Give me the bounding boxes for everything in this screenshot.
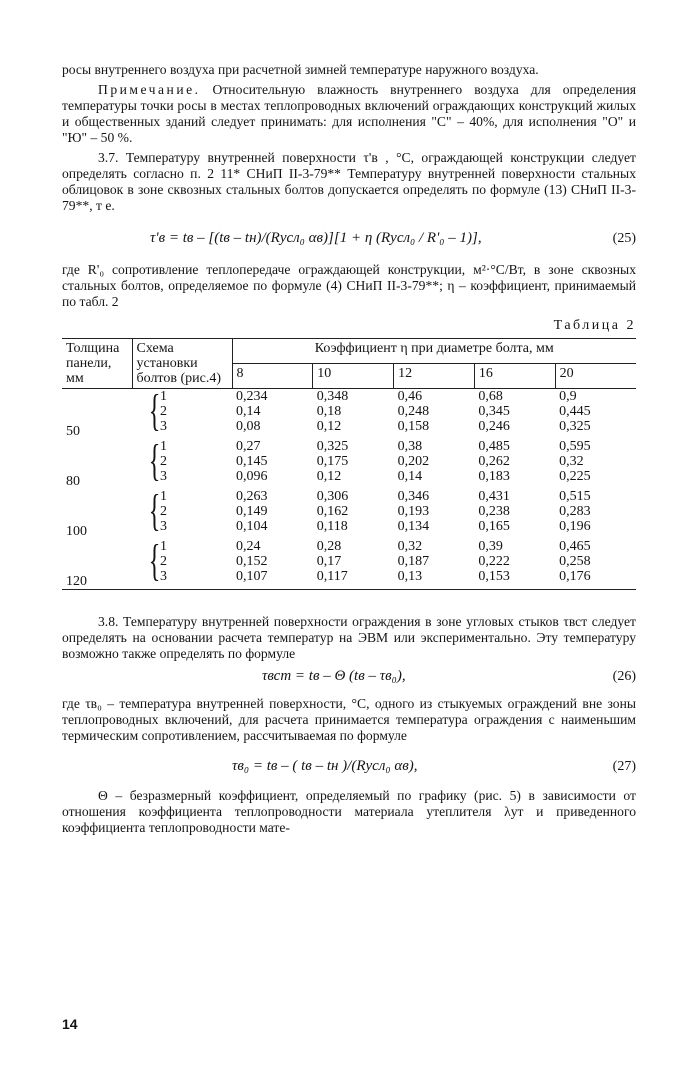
coefficient-value: 0,196 <box>559 519 591 534</box>
coefficient-value: 0,152 <box>236 554 268 569</box>
coefficient-value: 0,325 <box>316 439 349 454</box>
coefficient-table <box>62 338 636 590</box>
coefficient-value: 0,162 <box>316 504 349 519</box>
coefficient-cell <box>232 439 313 489</box>
scheme-number: 2 <box>160 504 167 519</box>
coefficient-cell <box>313 389 394 440</box>
coefficient-cell <box>394 539 475 590</box>
coefficient-value: 0,348 <box>316 389 349 404</box>
panel-thickness: 80 <box>66 474 80 489</box>
scheme-number: 2 <box>160 454 167 469</box>
coefficient-cell <box>555 389 636 440</box>
coefficient-value: 0,595 <box>559 439 591 454</box>
coefficient-value: 0,145 <box>236 454 268 469</box>
coefficient-value: 0,24 <box>236 539 261 554</box>
table-caption: Таблица 2 <box>553 318 636 333</box>
coefficient-value: 0,202 <box>397 454 430 469</box>
coefficient-value: 0,465 <box>559 539 591 554</box>
coefficient-value: 0,445 <box>559 404 591 419</box>
coefficient-value: 0,222 <box>478 554 510 569</box>
coefficient-value: 0,225 <box>559 469 591 484</box>
coefficient-value: 0,258 <box>559 554 591 569</box>
coefficient-cell <box>232 389 313 440</box>
formula-26-expression: τвст = tв – Θ (tв – τв₀), <box>262 668 406 684</box>
coefficient-value: 0,17 <box>316 554 342 569</box>
coefficient-value: 0,153 <box>478 569 510 584</box>
scheme-cell <box>132 436 232 489</box>
coefficient-value: 0,27 <box>236 439 261 454</box>
coefficient-cell <box>474 489 555 539</box>
coefficient-value: 0,175 <box>316 454 349 469</box>
coefficient-value: 0,263 <box>236 489 268 504</box>
coefficient-value: 0,176 <box>559 569 591 584</box>
theta-paragraph: Θ – безразмерный коэффициент, определяемый по графику (рис. 5) в зависимости от отношения коэффициента теплопроводности материала утеплителя λут и приведенного коэффициента теплопроводности мате- <box>62 788 636 835</box>
coefficient-value: 0,158 <box>397 419 430 434</box>
scheme-number: 1 <box>160 489 167 504</box>
formula-25-number: (25) <box>612 231 636 246</box>
coefficient-cell <box>474 389 555 440</box>
coefficient-cell <box>555 489 636 539</box>
coefficient-value: 0,118 <box>316 519 348 534</box>
where-25: где R'₀ сопротивление теплопередаче ограждающей конструкции, м²·°С/Вт, в зоне сквозных стальных болтов, определяемое по формуле (4) СНиП II-3-79**; η – коэффициент, принимаемый по табл. 2 <box>62 262 636 309</box>
coefficient-value: 0,12 <box>316 469 342 484</box>
coefficient-value: 0,238 <box>478 504 510 519</box>
formula-26-number: (26) <box>612 669 636 684</box>
page-body <box>62 62 636 836</box>
coefficient-value: 0,32 <box>397 539 423 554</box>
coefficient-value: 0,262 <box>478 454 510 469</box>
scheme-number: 3 <box>160 419 167 434</box>
paragraph-intro: росы внутреннего воздуха при расчетной зимней температуре наружного воздуха. <box>62 62 539 77</box>
panel-thickness: 50 <box>66 424 80 439</box>
coefficient-cell <box>394 389 475 440</box>
coefficient-cell <box>474 439 555 489</box>
coefficient-value: 0,9 <box>559 389 577 404</box>
scheme-number: 1 <box>160 539 167 554</box>
coefficient-value: 0,234 <box>236 389 268 404</box>
scheme-number: 1 <box>160 439 167 454</box>
scheme-number: 1 <box>160 389 167 404</box>
header-diameter: 10 <box>313 364 394 389</box>
coefficient-value: 0,39 <box>478 539 503 554</box>
coefficient-cell <box>313 539 394 590</box>
brace-mark: { <box>148 486 161 535</box>
scheme-cell <box>132 536 232 590</box>
coefficient-value: 0,346 <box>397 489 430 504</box>
coefficient-value: 0,14 <box>236 404 261 419</box>
coefficient-value: 0,117 <box>316 569 348 584</box>
header-coefficient: Коэффициент η при диаметре болта, мм <box>232 339 636 364</box>
table-row <box>62 389 636 440</box>
coefficient-cell <box>474 539 555 590</box>
coefficient-cell <box>232 539 313 590</box>
scheme-number: 3 <box>160 519 167 534</box>
note-text: Относительную влажность внутреннего воздуха для определения температуры точки росы в местах теплопроводных включений ограждающих конструкций жилых и общественных зданий следует принимать: для исполнения "С" – 40%, для исполнения "О" и "Ю" – 50 %. <box>62 82 636 145</box>
scheme-number: 2 <box>160 554 167 569</box>
panel-thickness: 120 <box>62 539 132 590</box>
formula-25-expression: τ'в = tв – [(tв – tн)/(Rусл₀ αв)][1 + η (Rусл₀ / R'₀ – 1)], <box>150 230 482 246</box>
coefficient-value: 0,515 <box>559 489 591 504</box>
table-row <box>62 439 636 489</box>
formula-26 <box>62 662 636 692</box>
coefficient-cell <box>313 489 394 539</box>
coefficient-value: 0,38 <box>397 439 423 454</box>
scheme-number: 2 <box>160 404 167 419</box>
table-row <box>62 539 636 590</box>
coefficient-value: 0,28 <box>316 539 342 554</box>
scheme-cell <box>132 386 232 440</box>
note-label: Примечание. <box>98 82 201 97</box>
coefficient-value: 0,248 <box>397 404 430 419</box>
coefficient-value: 0,485 <box>478 439 510 454</box>
formula-27-number: (27) <box>612 759 636 774</box>
coefficient-cell <box>313 439 394 489</box>
panel-thickness: 100 <box>66 524 87 539</box>
note-paragraph <box>62 82 636 146</box>
formula-25 <box>62 224 636 254</box>
coefficient-value: 0,134 <box>397 519 430 534</box>
coefficient-value: 0,096 <box>236 469 268 484</box>
header-scheme: Схема установки болтов (рис.4) <box>132 339 232 389</box>
coefficient-value: 0,246 <box>478 419 510 434</box>
coefficient-value: 0,187 <box>397 554 430 569</box>
brace-mark: { <box>148 536 161 585</box>
coefficient-value: 0,283 <box>559 504 591 519</box>
coefficient-value: 0,13 <box>397 569 423 584</box>
coefficient-value: 0,149 <box>236 504 268 519</box>
formula-27 <box>62 752 636 782</box>
coefficient-value: 0,431 <box>478 489 510 504</box>
formula-27-expression: τв₀ = tв – ( tв – tн )/(Rусл₀ αв), <box>232 758 418 774</box>
coefficient-value: 0,165 <box>478 519 510 534</box>
coefficient-value: 0,18 <box>316 404 342 419</box>
brace-mark: { <box>148 436 161 485</box>
scheme-number: 3 <box>160 569 167 584</box>
coefficient-value: 0,12 <box>316 419 342 434</box>
header-diameter: 12 <box>394 364 475 389</box>
coefficient-cell <box>555 439 636 489</box>
table-body <box>62 386 636 590</box>
coefficient-value: 0,46 <box>397 389 423 404</box>
where-26: где τв₀ – температура внутренней поверхности, °С, одного из стыкуемых ограждений вне зоны теплопроводных включений, для расчета принимается температура ограждения с наименьшим термическим сопротивлением, рассчитываемая по формуле <box>62 696 636 743</box>
header-thickness: Толщина панели, мм <box>66 341 120 386</box>
header-diameter: 20 <box>555 364 636 389</box>
page-number: 14 <box>62 1016 78 1032</box>
coefficient-value: 0,325 <box>559 419 591 434</box>
coefficient-cell <box>555 539 636 590</box>
coefficient-value: 0,107 <box>236 569 268 584</box>
coefficient-value: 0,193 <box>397 504 430 519</box>
coefficient-value: 0,183 <box>478 469 510 484</box>
header-diameter: 8 <box>232 364 313 389</box>
coefficient-value: 0,68 <box>478 389 503 404</box>
table-row <box>62 489 636 539</box>
scheme-cell <box>132 486 232 539</box>
coefficient-value: 0,14 <box>397 469 423 484</box>
scheme-number: 3 <box>160 469 167 484</box>
header-diameter: 16 <box>474 364 555 389</box>
coefficient-cell <box>394 489 475 539</box>
coefficient-value: 0,306 <box>316 489 349 504</box>
coefficient-cell <box>232 489 313 539</box>
section-3-7: 3.7. Температуру внутренней поверхности τ'в , °С, ограждающей конструкции следует определять согласно п. 2 11* СНиП II-3-79** Температуру внутренней поверхности стальных облицовок в зоне сквозных стальных болтов допускается определять по формуле (13) СНиП II-3-79**, т е. <box>62 150 636 213</box>
coefficient-value: 0,32 <box>559 454 584 469</box>
brace-mark: { <box>148 386 161 435</box>
coefficient-cell <box>394 439 475 489</box>
section-3-8: 3.8. Температуру внутренней поверхности ограждения в зоне угловых стыков τвст следует определять на основании расчета температур на ЭВМ или экспериментально. Эту температуру возможно также определять по формуле <box>62 614 636 661</box>
coefficient-value: 0,345 <box>478 404 510 419</box>
coefficient-value: 0,08 <box>236 419 261 434</box>
coefficient-value: 0,104 <box>236 519 268 534</box>
